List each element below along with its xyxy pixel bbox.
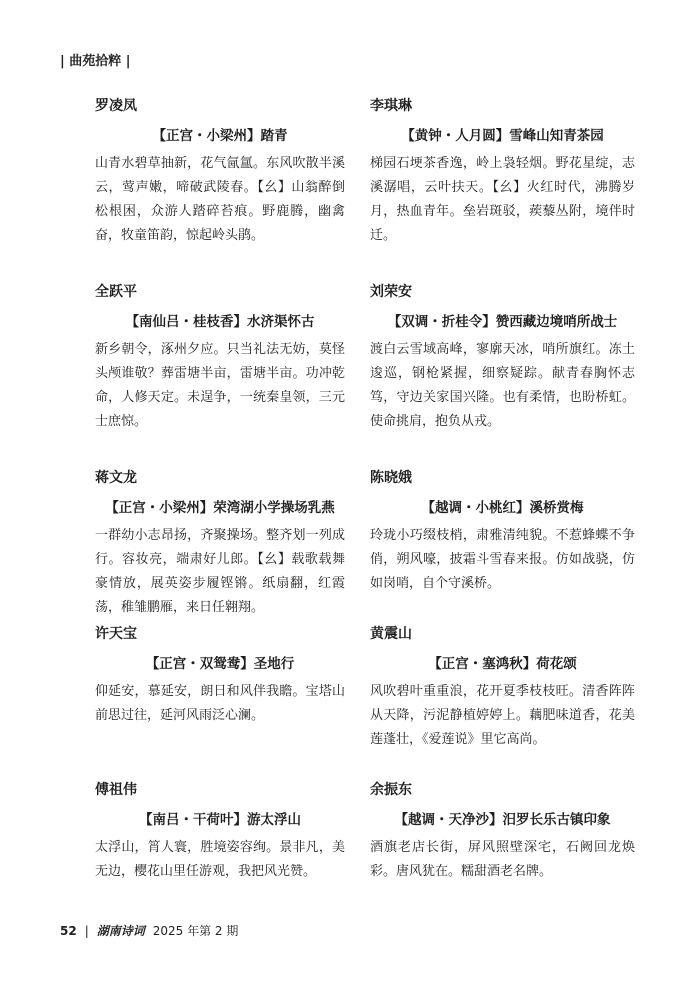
poem-text: 仰延安，慕延安，朗日和风伴我瞻。宝塔山前思过往，延河风雨泛心澜。	[95, 684, 345, 723]
poem-text: 玲珑小巧缀枝梢，肃雅清纯貌。不惹蜂蝶不争俏，朔风嚎，披霜斗雪春来报。仿如战骁，仿如岗哨，自个守溪桥。	[370, 528, 635, 591]
poem-title: 【黄钟・人月圆】雪峰山知青茶园	[401, 128, 604, 144]
poem-title: 【正宫・双鸳鸯】圣地行	[145, 656, 295, 672]
poem-title: 【越调・天净沙】汨罗长乐古镇印象	[394, 812, 611, 828]
poem-author: 黄震山	[370, 626, 412, 642]
poem-text: 山青水碧草抽新，花气氤氲。东风吹散半溪云，莺声嫩，啼破武陵春。【幺】山翁醉倒松根困，众游人踏碎苔痕。野鹿腾，幽禽奋，牧童笛韵，惊起岭头鹃。	[95, 156, 345, 243]
poem-author: 蒋文龙	[95, 470, 137, 486]
page-number: 52	[60, 924, 77, 938]
poem-text: 酒旗老店长街，屏风照壁深宅，石阙回龙焕彩。唐风犹在。糯甜酒老名牌。	[370, 840, 635, 879]
poem-author: 全跃平	[95, 284, 137, 300]
poem-title: 【双调・折桂令】赞西藏边境哨所战士	[387, 314, 618, 330]
poem-text: 梯园石埂茶香逸，岭上袅轻烟。野花星绽，志溪潺唱，云叶扶天。【幺】火红时代，沸腾岁月，热血青年。垒岩斑驳，蒺藜丛附，境伴时迁。	[370, 156, 635, 243]
poem-entry	[95, 468, 345, 620]
poem-text: 一群幼小志昂扬，齐聚操场。整齐划一列成行。容妆亮，端肃好儿郎。【幺】载歌载舞豪情放，展英姿步履铿锵。纸扇翻，红霞荡，稚雏鹏雁，来日任翱翔。	[95, 528, 345, 615]
poem-title: 【南吕・干荷叶】游太浮山	[139, 812, 301, 828]
poem-text: 太浮山，筲人寰，胜境姿容绚。景非凡，美无边，樱花山里任游观，我把风光赞。	[95, 840, 345, 879]
poem-title: 【正宫・小梁州】荣湾湖小学操场乳燕	[105, 500, 335, 516]
poem-entry	[370, 468, 635, 596]
issue-label: 2025 年第 2 期	[152, 924, 239, 938]
poem-title: 【正宫・塞鸿秋】荷花颂	[428, 656, 577, 672]
poem-text: 风吹碧叶重重浪，花开夏季枝枝旺。清香阵阵从天降，污泥静植婷婷上。藕肥味道香，花美莲蓬壮，《爱莲说》里它高尚。	[370, 684, 635, 747]
poem-title: 【南仙吕・桂枝香】水济渠怀古	[125, 314, 315, 330]
poem-entry	[370, 96, 635, 248]
poem-entry	[95, 780, 345, 884]
poem-author: 罗凌凤	[95, 98, 137, 114]
poem-text: 新乡朝令，涿州夕应。只当礼法无妨，莫怪头颅谁敬？葬雷塘半亩，雷塘半亩。功冲乾命，人修天定。未逞争，一统秦皇领，三元士庶惊。	[95, 342, 345, 429]
poem-author: 余振东	[370, 782, 412, 798]
page-footer	[60, 922, 238, 939]
journal-logo: 湖南诗词	[96, 924, 145, 938]
poem-entry	[95, 96, 345, 248]
section-header: | 曲苑拾粹 |	[60, 54, 131, 69]
poem-title: 【正宫・小梁州】踏青	[152, 128, 288, 144]
poem-entry	[370, 780, 635, 884]
footer-separator: |	[84, 924, 89, 938]
poem-title: 【越调・小桃红】溪桥赏梅	[421, 500, 584, 516]
poem-text: 渡白云雪域高峰，寥廓天冰，哨所旗红。冻土逡巡，钢枪紧握，细察疑踪。献青春胸怀志笃，守边关家国兴隆。也有柔情，也盼桥虹。使命挑肩，抱负从戎。	[370, 342, 635, 429]
poem-author: 傅祖伟	[95, 782, 137, 798]
poem-author: 李琪琳	[370, 98, 412, 114]
poem-author: 许天宝	[95, 626, 137, 642]
poem-entry	[95, 282, 345, 434]
poem-entry	[370, 624, 635, 752]
poem-entry	[95, 624, 345, 728]
poem-author: 刘荣安	[370, 284, 412, 300]
poem-entry	[370, 282, 635, 434]
poem-author: 陈晓娥	[370, 470, 412, 486]
